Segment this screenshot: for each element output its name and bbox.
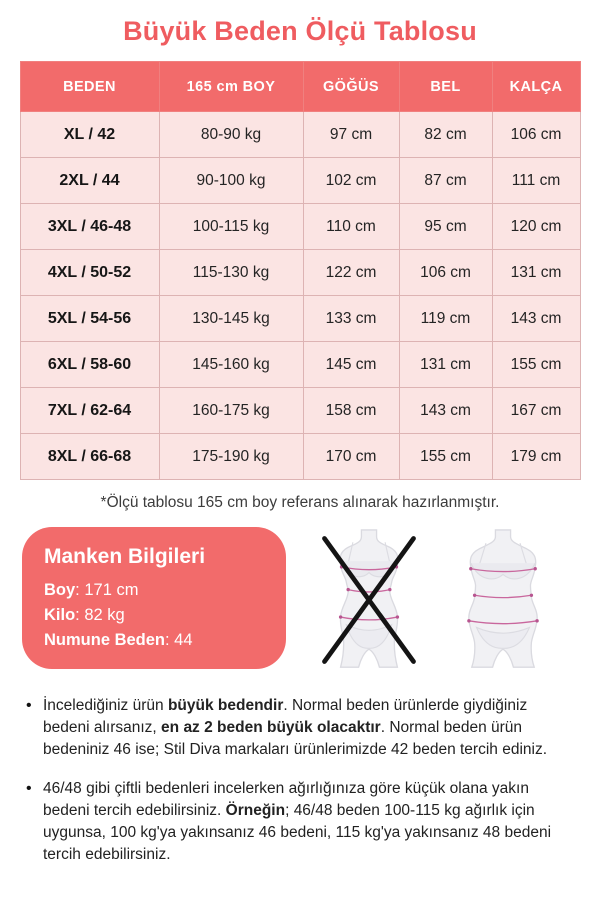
measurement-cell: 160-175 kg [159,388,303,434]
table-footnote: *Ölçü tablosu 165 cm boy referans alınarak hazırlanmıştır. [100,494,500,511]
table-row [20,204,580,250]
measurement-cell: 133 cm [303,296,399,342]
measurement-cell: 158 cm [303,388,399,434]
measurement-cell: 110 cm [303,204,399,250]
table-row [20,388,580,434]
measurement-cell: 90-100 kg [159,158,303,204]
size-cell: 5XL / 54-56 [20,296,159,342]
measurement-cell: 80-90 kg [159,112,303,158]
measurement-cell: 143 cm [492,296,580,342]
plus-body-icon [447,529,559,671]
measurement-cell: 97 cm [303,112,399,158]
model-height-line: Boy: 171 cm [44,581,139,599]
measurement-cell: 82 cm [399,112,492,158]
measurement-cell: 145 cm [303,342,399,388]
note-text: İncelediğiniz ürün büyük bedendir. Normal beden ürünlerde giydiğiniz bedeni alırsanız, en az 2 beden büyük olacaktır. Normal beden ürün bedeniniz 46 ise; Stil Diva markaları ürünlerimizde 42 beden tercih ediniz. [43,697,548,758]
size-cell: 2XL / 44 [20,158,159,204]
measurement-cell: 106 cm [492,112,580,158]
size-cell: 3XL / 46-48 [20,204,159,250]
measurement-cell: 143 cm [399,388,492,434]
bullet-icon: • [26,697,32,714]
table-row [20,434,580,480]
note-text: 46/48 gibi çiftli bedenleri incelerken ağırlığınıza göre küçük olana yakın bedeni tercih edebilirsiniz. Örneğin; 46/48 beden 100-115 kg ağırlık için uygunsa, 100 kg'ya yakınsanız 46 bedeni, 115 kg'ya yakınsanız 48 bedeni tercih edebilirsiniz. [43,780,552,863]
measurement-cell: 106 cm [399,250,492,296]
notes-list [0,695,600,866]
measurement-cell: 100-115 kg [159,204,303,250]
measurement-cell: 145-160 kg [159,342,303,388]
plus-body-illustration [447,529,559,671]
measurement-cell: 155 cm [492,342,580,388]
column-header: KALÇA [492,62,580,112]
table-row [20,250,580,296]
measurement-cell: 87 cm [399,158,492,204]
column-header: BEL [399,62,492,112]
size-cell: 7XL / 62-64 [20,388,159,434]
model-weight-line: Kilo: 82 kg [44,606,125,624]
measurement-cell: 130-145 kg [159,296,303,342]
measurement-cell: 120 cm [492,204,580,250]
body-illustrations [286,527,586,671]
size-cell: XL / 42 [20,112,159,158]
measurement-cell: 170 cm [303,434,399,480]
page-title: Büyük Beden Ölçü Tablosu [123,16,477,46]
model-info-card [22,527,286,669]
measurement-cell: 95 cm [399,204,492,250]
model-info-section [0,527,600,671]
column-header: BEDEN [20,62,159,112]
measurement-cell: 115-130 kg [159,250,303,296]
measurement-cell: 119 cm [399,296,492,342]
table-body [20,112,580,480]
table-header-row [20,62,580,112]
table-row [20,342,580,388]
slim-body-crossed-illustration [313,529,425,671]
size-table [20,61,581,480]
measurement-cell: 102 cm [303,158,399,204]
model-info-title: Manken Bilgileri [44,545,206,568]
note-item-double-sizes [26,778,572,866]
measurement-cell: 175-190 kg [159,434,303,480]
table-row [20,296,580,342]
measurement-cell: 131 cm [492,250,580,296]
column-header: GÖĞÜS [303,62,399,112]
cross-x-icon [313,529,425,671]
measurement-cell: 179 cm [492,434,580,480]
bullet-icon: • [26,780,32,797]
measurement-cell: 111 cm [492,158,580,204]
model-sample-size-line: Numune Beden: 44 [44,631,193,649]
note-item-sizing [26,695,572,761]
size-cell: 8XL / 66-68 [20,434,159,480]
measurement-cell: 122 cm [303,250,399,296]
column-header: 165 cm BOY [159,62,303,112]
measurement-cell: 131 cm [399,342,492,388]
measurement-cell: 155 cm [399,434,492,480]
size-cell: 6XL / 58-60 [20,342,159,388]
table-row [20,112,580,158]
size-cell: 4XL / 50-52 [20,250,159,296]
measurement-cell: 167 cm [492,388,580,434]
table-row [20,158,580,204]
